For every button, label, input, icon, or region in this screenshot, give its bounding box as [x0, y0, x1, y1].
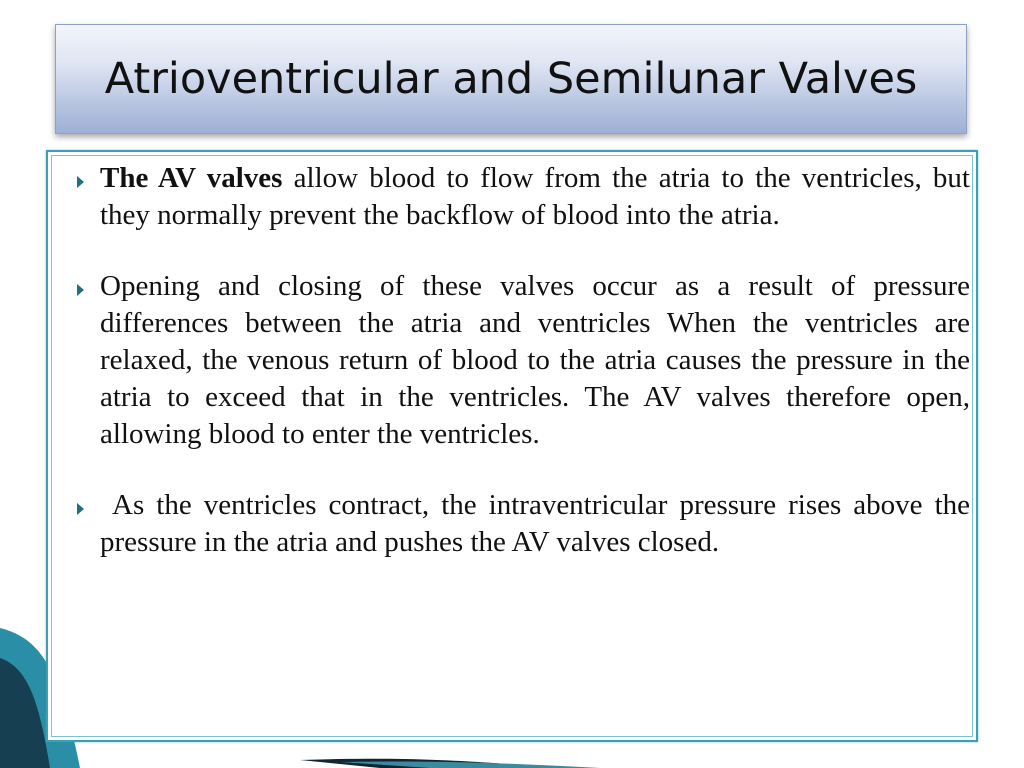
triangle-bullet-icon [77, 176, 84, 188]
bullet-item-2 [72, 268, 970, 453]
slide-title: Atrioventricular and Semilunar Valves [104, 54, 918, 104]
bullet-text-3 [100, 487, 978, 561]
triangle-bullet-icon [77, 284, 84, 296]
triangle-bullet-icon [77, 503, 84, 515]
bullet-list [72, 160, 978, 595]
bullet-body-3: As the ventricles contract, the intraventricular pressure rises above the pressure in the atria and pushes the AV valves closed. [100, 489, 978, 558]
content-box [46, 150, 978, 742]
title-banner [55, 24, 967, 134]
content-box-inner [51, 155, 978, 737]
bullet-item-1 [72, 160, 970, 234]
bullet-text-2 [100, 268, 970, 453]
bullet-body-2: Opening and closing of these valves occur as a result of pressure differences between the atria and ventricles When the ventricles are relaxed, the venous return of blood to the atria causes the pressure in the atria to exceed that in the ventricles. The AV valves therefore open, allowing blood to enter the ventricles. [100, 270, 970, 450]
bullet-body-1: allow blood to flow from the atria to the ventricles, but they normally prevent the backflow of blood into the atria. [100, 162, 970, 231]
bullet-text-1 [100, 160, 970, 234]
bullet-lead-1: The AV valves [100, 162, 283, 194]
bullet-item-3 [72, 487, 978, 561]
